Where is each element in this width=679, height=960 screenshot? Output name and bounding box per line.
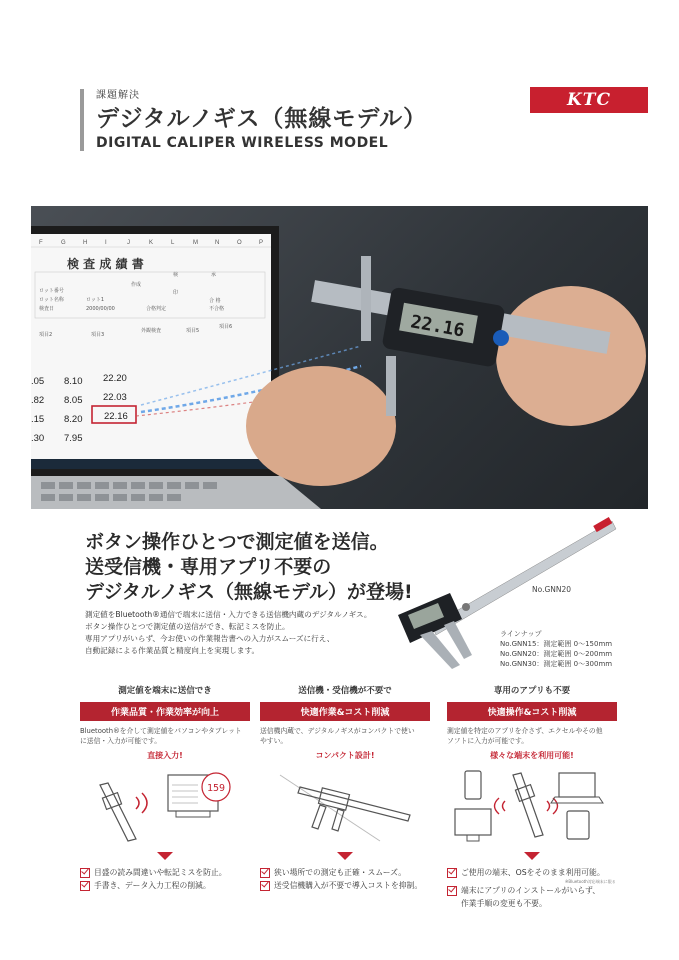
svg-text:外観検査: 外観検査 [141, 328, 162, 334]
headline [85, 530, 413, 605]
page-title: デジタルノギス（無線モデル） [96, 106, 428, 132]
sheet-col-label: O [237, 240, 242, 246]
sheet-col-label: M [193, 240, 198, 246]
display-reading: 159 [207, 783, 226, 794]
page-title-en: DIGITAL CALIPER WIRELESS MODEL [96, 135, 389, 151]
body-text: 測定値をBluetooth®通信で端末に送信・入力できる送信機内蔵のデジタルノギス。 ボタン操作ひとつで測定値の送信ができ、転記ミスを防止。 専用アプリがいらず、今お使いの作業報告書への入力がスムーズに行え、 自動記録による作業品質と精度向上を実現します。 [85, 610, 372, 655]
svg-text:承: 承 [211, 272, 217, 278]
sheet-value: .82 [31, 395, 45, 406]
sheet-col-label: G [61, 240, 66, 246]
feature-bullets: ご使用の端末、OSをそのまま利用可能。 ※Bluetooth対応端末に限る 端末にアプリのインストールがいらず、 作業手順の変更も不要。 [447, 866, 617, 910]
sheet-title: 検 査 成 績 書 [67, 257, 144, 271]
laptop-icon [559, 773, 595, 797]
sheet-value: .05 [31, 376, 45, 387]
svg-text:検: 検 [173, 272, 179, 278]
model-number: No.GNN20 [532, 585, 572, 594]
svg-text:項目3: 項目3 [91, 332, 105, 338]
lineup-item: No.GNN30：測定範囲 0〜300mm [500, 660, 613, 668]
sheet-value-highlight: 22.16 [104, 411, 128, 422]
feature-bullets: 狭い場所での測定も正確・スムーズ。 送受信機購入が不要で導入コストを抑制。 [260, 866, 430, 892]
feature-subheading: コンパクト設計! [315, 751, 375, 760]
svg-text:検査日: 検査日 [39, 306, 55, 312]
feature-heading: 専用のアプリも不要 [493, 686, 571, 696]
down-arrow-icon [524, 852, 540, 860]
svg-text:合格判定: 合格判定 [146, 306, 167, 312]
check-icon [447, 886, 457, 896]
lineup-item: No.GNN20：測定範囲 0〜200mm [500, 650, 613, 658]
svg-text:不合格: 不合格 [209, 306, 225, 312]
tablet-icon [567, 811, 589, 839]
feature-heading: 送信機・受信機が不要で [298, 686, 392, 696]
left-hand [246, 366, 396, 486]
sheet-col-label: H [83, 240, 88, 246]
caliper-jaw [386, 356, 396, 416]
feature-band: 快適作業&コスト削減 [260, 702, 430, 721]
feature-band: 快適操作&コスト削減 [447, 702, 617, 721]
feature-subheading: 直接入力! [147, 751, 183, 760]
caliper-reading: 22.16 [408, 311, 466, 342]
check-icon [80, 868, 90, 878]
footnote: ※Bluetooth対応端末に限る [565, 879, 616, 884]
down-arrow-icon [337, 852, 353, 860]
svg-text:項目5: 項目5 [186, 328, 200, 334]
hero-photo [31, 206, 648, 509]
caliper-jaw [361, 256, 371, 341]
sheet-col-label: I [105, 240, 107, 246]
sheet-col-label: N [215, 240, 220, 246]
feature-band: 作業品質・作業効率が向上 [80, 702, 250, 721]
category-label: 課題解決 [96, 90, 140, 101]
check-icon [447, 868, 457, 878]
sheet-col-label: L [171, 240, 175, 246]
feature-bullets: 目盛の読み間違いや転記ミスを防止。 手書き、データ入力工程の削減。 [80, 866, 250, 892]
down-arrow-icon [157, 852, 173, 860]
svg-text:印: 印 [173, 290, 179, 296]
sheet-col-label: P [259, 240, 264, 246]
lineup [500, 629, 612, 669]
feature-column [260, 684, 430, 892]
pc-transfer-illustration [80, 765, 250, 845]
svg-text:項目6: 項目6 [219, 324, 233, 330]
sheet-value: 22.20 [103, 373, 127, 384]
feature-heading: 測定値を端末に送信でき [118, 686, 212, 696]
wireless-icon [136, 793, 147, 813]
ktc-logo: KTC [530, 87, 648, 113]
sheet-col-label: J [127, 240, 130, 246]
svg-text:項目2: 項目2 [39, 332, 53, 338]
feature-column [80, 684, 250, 892]
sheet-col-label: F [39, 240, 43, 246]
sheet-value: 8.05 [64, 395, 83, 406]
sheet-value: 22.03 [103, 392, 127, 403]
lineup-title: ラインナップ [500, 630, 542, 638]
svg-text:2000/00/00: 2000/00/00 [86, 306, 115, 312]
headline-line: ボタン操作ひとつで測定値を送信。 [85, 531, 389, 553]
sheet-value: 8.20 [64, 414, 83, 425]
sheet-col-label: K [149, 240, 154, 246]
feature-desc: 送信機内蔵で、デジタルノギスがコンパクトで使い やすい。 [260, 727, 415, 745]
caliper-icon [513, 773, 543, 837]
svg-text:ロット名称: ロット名称 [39, 297, 64, 303]
svg-text:ロット1: ロット1 [86, 297, 105, 303]
laptop-keyboard [31, 476, 321, 509]
sheet-value: .15 [31, 414, 45, 425]
right-hand [496, 286, 646, 426]
lineup-item: No.GNN15：測定範囲 0〜150mm [500, 640, 613, 648]
feature-desc: Bluetooth®を介して測定値をパソコンやタブレット に送信・入力が可能です。 [80, 727, 242, 745]
devices-illustration [447, 765, 617, 845]
check-icon [260, 868, 270, 878]
check-icon [80, 881, 90, 891]
feature-subheading: 様々な端末を利用可能! [490, 751, 574, 760]
bluetooth-icon [493, 330, 509, 346]
headline-line: デジタルノギス（無線モデル）が登場! [85, 581, 413, 603]
svg-text:作成: 作成 [131, 282, 142, 288]
taskbar [31, 459, 271, 469]
compact-caliper-illustration [260, 765, 430, 845]
smartphone-icon [465, 771, 481, 799]
feature-desc: 測定値を特定のアプリを介さず、エクセルやその他 ソフトに入力が可能です。 [447, 727, 603, 745]
svg-text:合 格: 合 格 [209, 298, 221, 304]
svg-text:ロット番号: ロット番号 [39, 288, 64, 294]
sheet-value: 7.95 [64, 433, 83, 444]
check-icon [260, 881, 270, 891]
feature-column [447, 684, 617, 910]
header-accent-bar [80, 89, 84, 151]
sheet-value: .30 [31, 433, 45, 444]
headline-line: 送受信機・専用アプリ不要の [85, 556, 332, 578]
sheet-value: 8.10 [64, 376, 83, 387]
desktop-icon [455, 809, 491, 835]
